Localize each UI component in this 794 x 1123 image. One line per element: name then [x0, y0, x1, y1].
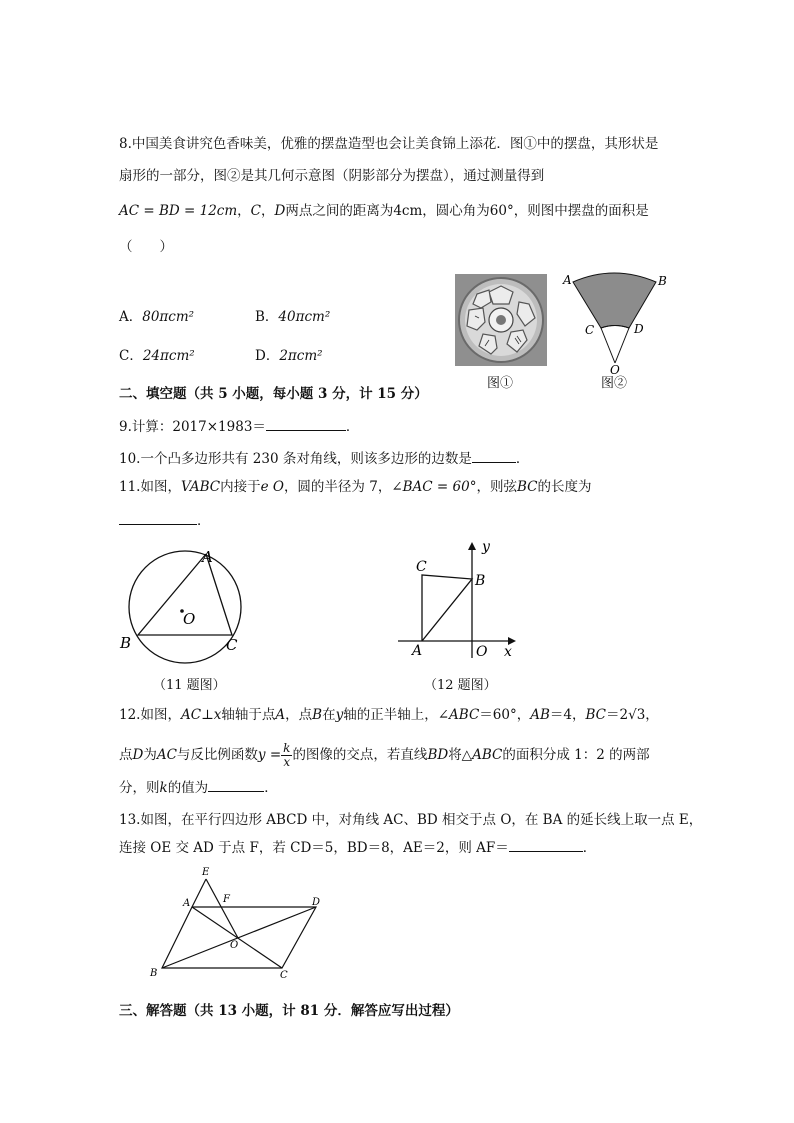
fig2-label-b: B — [658, 274, 667, 288]
q9: 9.计算：2017×1983＝ ． — [119, 416, 359, 437]
q13-label-e: E — [202, 867, 210, 878]
q8-fig2-sector-diagram — [560, 270, 670, 376]
q10: 10.一个凸多边形共有 230 条对角线，则该多边形的边数是 ． — [119, 448, 529, 469]
q11-label-b: B — [120, 634, 132, 652]
q13-label-b: B — [150, 968, 158, 979]
q8-d: D — [274, 203, 286, 219]
q12-label-c: C — [416, 559, 427, 575]
q8-c: C — [250, 203, 261, 219]
q8-option-a: A．80πcm² — [119, 309, 195, 325]
q8-area-text: ，则图中摆盘的面积是 — [513, 203, 649, 219]
q12-line3: 分，则k的值为 ． — [119, 777, 278, 798]
q12-fraction: $\frac{k}{x}$ — [283, 741, 291, 769]
q8-paren: （ ） — [119, 239, 173, 255]
q8-line1: 8.中国美食讲究色香味美，优雅的摆盘造型也会让美食锦上添花．图①中的摆盘，其形状是 — [119, 136, 659, 152]
fig2-label-o: O — [610, 363, 620, 376]
section3-title: 三、解答题（共 13 小题，计 81 分．解答应写出过程） — [119, 1003, 459, 1019]
q13-label-c: C — [280, 970, 288, 980]
q13-label-f: F — [223, 894, 230, 905]
q12-line2: 点D为AC与反比例函数y = $\frac{k}{x}$ 的图像的交点，若直线BD将△ABC的面积分成 1：2 的两部 — [119, 741, 650, 769]
q8-option-b: B．40πcm² — [255, 309, 331, 325]
q8-angle-text: ，圆心角为 — [422, 203, 490, 219]
q12-label-a: A — [412, 643, 423, 659]
q13-label-o: O — [230, 940, 239, 951]
fig2-label-c: C — [585, 323, 595, 337]
section2-title: 二、填空题（共 5 小题，每小题 3 分，计 15 分） — [119, 386, 428, 402]
q8-fig1-plate-image — [455, 274, 547, 366]
q8-dist-text: 两点之间的距离为 — [285, 203, 394, 219]
q11-label-o: O — [183, 610, 196, 628]
q11-answer-blank — [119, 510, 197, 525]
q11-caption: （11 题图） — [153, 678, 226, 693]
q8-sep1: ， — [237, 203, 251, 219]
q12-label-b: B — [475, 573, 486, 589]
q13-answer-blank — [509, 837, 583, 852]
q11-label-a: A — [202, 548, 213, 566]
q13-parallelogram-figure — [146, 862, 330, 980]
q13-line2: 连接 OE 交 AD 于点 F，若 CD＝5，BD＝8，AE＝2，则 AF＝ ． — [119, 837, 596, 858]
q11-circle-figure — [114, 544, 254, 670]
q8-sep2: ， — [261, 203, 275, 219]
q8-option-d: D．2πcm² — [255, 348, 323, 364]
fig2-label-d: D — [634, 322, 644, 336]
q11-label-c: C — [226, 636, 238, 654]
q13-label-a: A — [183, 898, 191, 909]
q8-fig2-caption: 图② — [601, 376, 628, 391]
q12-coordinate-figure — [392, 538, 522, 664]
q11: 11.如图，VABC内接于e O，圆的半径为 7，∠BAC = 60°，则弦BC的长度为 — [119, 479, 592, 495]
fig2-label-a: A — [563, 273, 572, 287]
q11-answer-line: ． — [119, 510, 211, 531]
q10-answer-blank — [472, 448, 516, 463]
q8-60deg: 60° — [489, 203, 514, 219]
q8-4cm: 4cm — [393, 203, 423, 219]
q12-label-o: O — [476, 644, 488, 660]
q12-label-y: y — [482, 539, 490, 555]
q12-answer-blank — [208, 777, 264, 792]
q8-option-c: C．24πcm² — [119, 348, 195, 364]
q13-line1: 13.如图，在平行四边形 ABCD 中，对角线 AC、BD 相交于点 O，在 BA 的延长线上取一点 E， — [119, 812, 703, 828]
q9-answer-blank — [266, 416, 346, 431]
q8-fig1-caption: 图① — [487, 376, 514, 391]
q13-label-d: D — [312, 897, 321, 908]
q8-ac-bd: AC = BD = 12cm — [119, 203, 238, 219]
q12-caption: （12 题图） — [424, 678, 497, 693]
q8-line3 — [119, 201, 649, 221]
q12-label-x: x — [504, 644, 512, 660]
q12-line1: 12.如图，AC⊥x轴轴于点A，点B在y轴的正半轴上，∠ABC＝60°，AB＝4，BC＝2√3， — [119, 707, 659, 723]
q8-line2: 扇形的一部分，图②是其几何示意图（阴影部分为摆盘），通过测量得到 — [119, 168, 545, 184]
